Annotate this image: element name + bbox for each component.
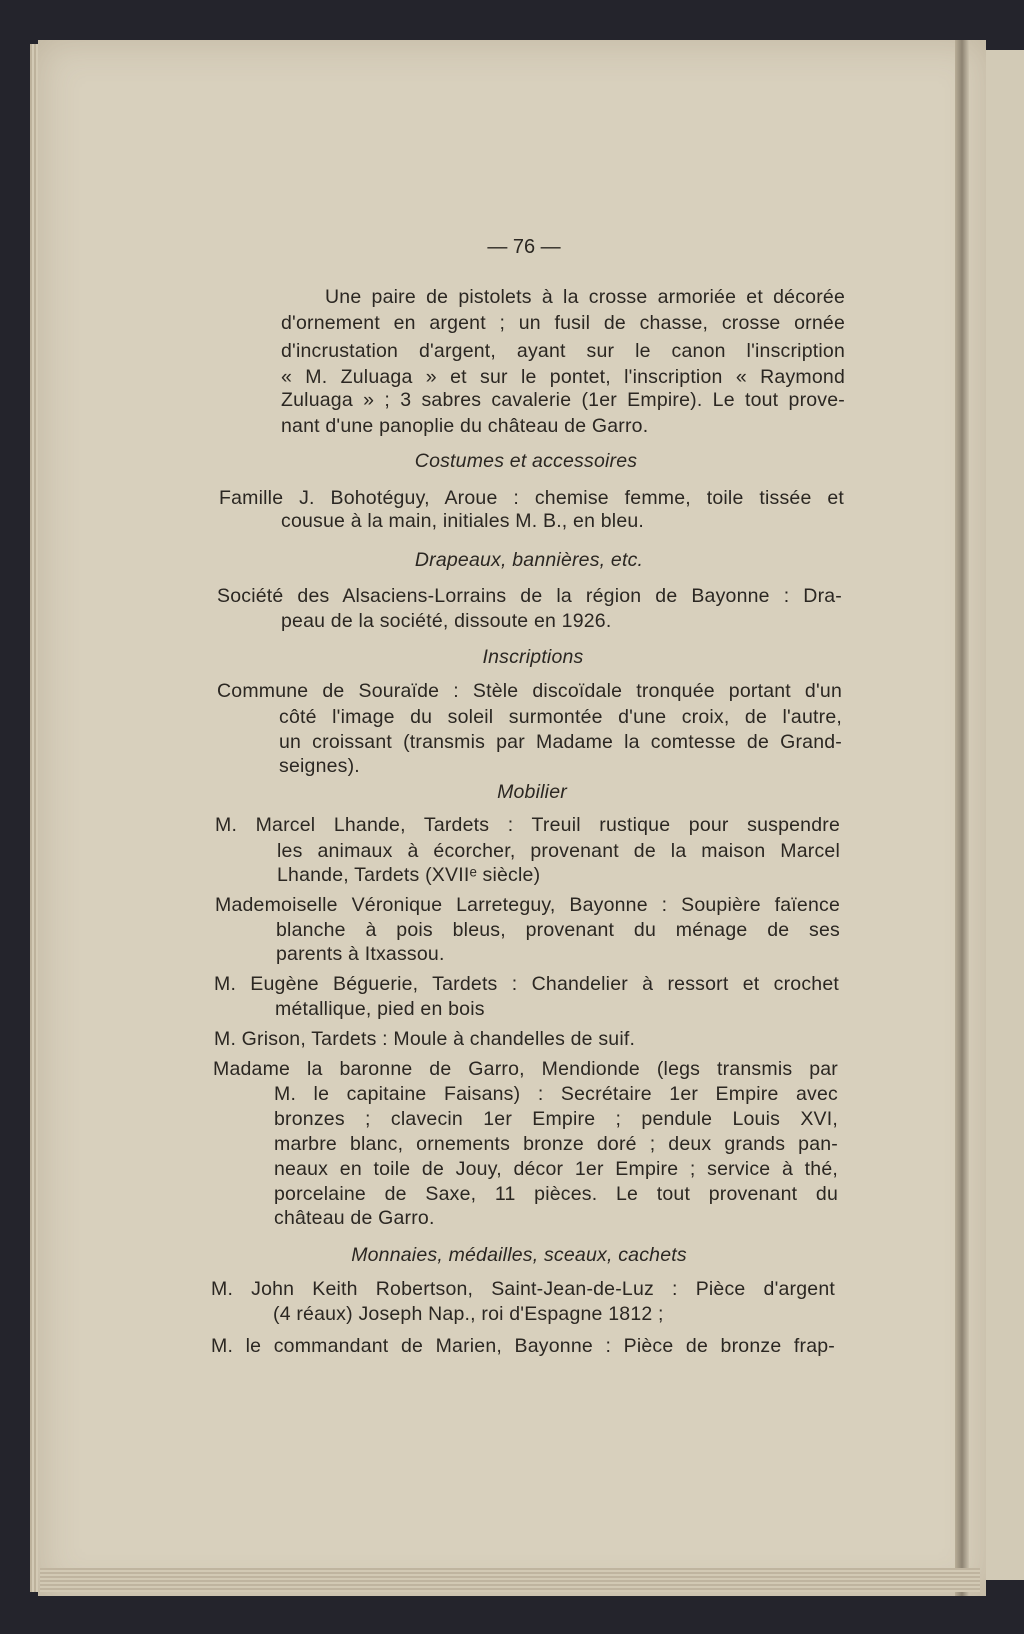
- text-line: Lhande, Tardets (XVIIᵉ siècle): [277, 864, 541, 886]
- text-line: un croissant (transmis par Madame la comtesse de Grand-: [279, 731, 842, 753]
- text-line: Madame la baronne de Garro, Mendionde (legs transmis par: [213, 1058, 838, 1080]
- text-line: d'incrustation d'argent, ayant sur le canon l'inscription: [281, 340, 845, 362]
- text-line: peau de la société, dissoute en 1926.: [281, 610, 612, 632]
- text-line: nant d'une panoplie du château de Garro.: [281, 415, 649, 437]
- text-line: (4 réaux) Joseph Nap., roi d'Espagne 1812 ;: [273, 1303, 664, 1325]
- section-heading: Inscriptions: [482, 646, 584, 668]
- text-line: seignes).: [279, 755, 360, 777]
- text-line: M. Grison, Tardets : Moule à chandelles de suif.: [214, 1028, 636, 1050]
- text-line: côté l'image du soleil surmontée d'une croix, de l'autre,: [279, 706, 842, 728]
- text-line: bronzes ; clavecin 1er Empire ; pendule Louis XVI,: [274, 1108, 838, 1130]
- text-line: M. John Keith Robertson, Saint-Jean-de-Luz : Pièce d'argent: [211, 1278, 835, 1300]
- page-number: — 76 —: [487, 236, 561, 258]
- page-stack-bottom-edge: [40, 1568, 980, 1592]
- section-heading: Mobilier: [497, 781, 567, 803]
- text-line: porcelaine de Saxe, 11 pièces. Le tout provenant du: [274, 1183, 838, 1205]
- text-line: M. le commandant de Marien, Bayonne : Pièce de bronze frap-: [211, 1335, 835, 1357]
- text-line: Société des Alsaciens-Lorrains de la région de Bayonne : Dra-: [217, 585, 842, 607]
- text-line: Commune de Souraïde : Stèle discoïdale tronquée portant d'un: [217, 680, 842, 702]
- text-line: d'ornement en argent ; un fusil de chasse, crosse ornée: [281, 312, 845, 334]
- text-line: M. Marcel Lhande, Tardets : Treuil rustique pour suspendre: [215, 814, 840, 836]
- text-line: château de Garro.: [274, 1207, 435, 1229]
- section-heading: Drapeaux, bannières, etc.: [414, 549, 644, 571]
- text-line: Mademoiselle Véronique Larreteguy, Bayonne : Soupière faïence: [215, 894, 840, 916]
- text-line: métallique, pied en bois: [275, 998, 485, 1020]
- text-line: blanche à pois bleus, provenant du ménage de ses: [276, 919, 840, 941]
- text-line: M. le capitaine Faisans) : Secrétaire 1er Empire avec: [274, 1083, 838, 1105]
- text-line: marbre blanc, ornements bronze doré ; deux grands pan-: [274, 1133, 838, 1155]
- text-line: les animaux à écorcher, provenant de la maison Marcel: [277, 840, 840, 862]
- text-line: cousue à la main, initiales M. B., en bleu.: [281, 510, 645, 532]
- section-heading: Monnaies, médailles, sceaux, cachets: [351, 1244, 687, 1266]
- text-line: parents à Itxassou.: [276, 943, 445, 965]
- text-line: neaux en toile de Jouy, décor 1er Empire ; service à thé,: [274, 1158, 838, 1180]
- text-line: M. Eugène Béguerie, Tardets : Chandelier à ressort et crochet: [214, 973, 839, 995]
- text-line: Une paire de pistolets à la crosse armoriée et décorée: [325, 286, 845, 308]
- section-heading: Costumes et accessoires: [414, 450, 638, 472]
- text-line: Zuluaga » ; 3 sabres cavalerie (1er Empire). Le tout prove-: [281, 389, 845, 411]
- book-gutter: [955, 40, 969, 1596]
- text-line: « M. Zuluaga » et sur le pontet, l'inscription « Raymond: [281, 366, 845, 388]
- text-line: Famille J. Bohotéguy, Aroue : chemise femme, toile tissée et: [219, 487, 844, 509]
